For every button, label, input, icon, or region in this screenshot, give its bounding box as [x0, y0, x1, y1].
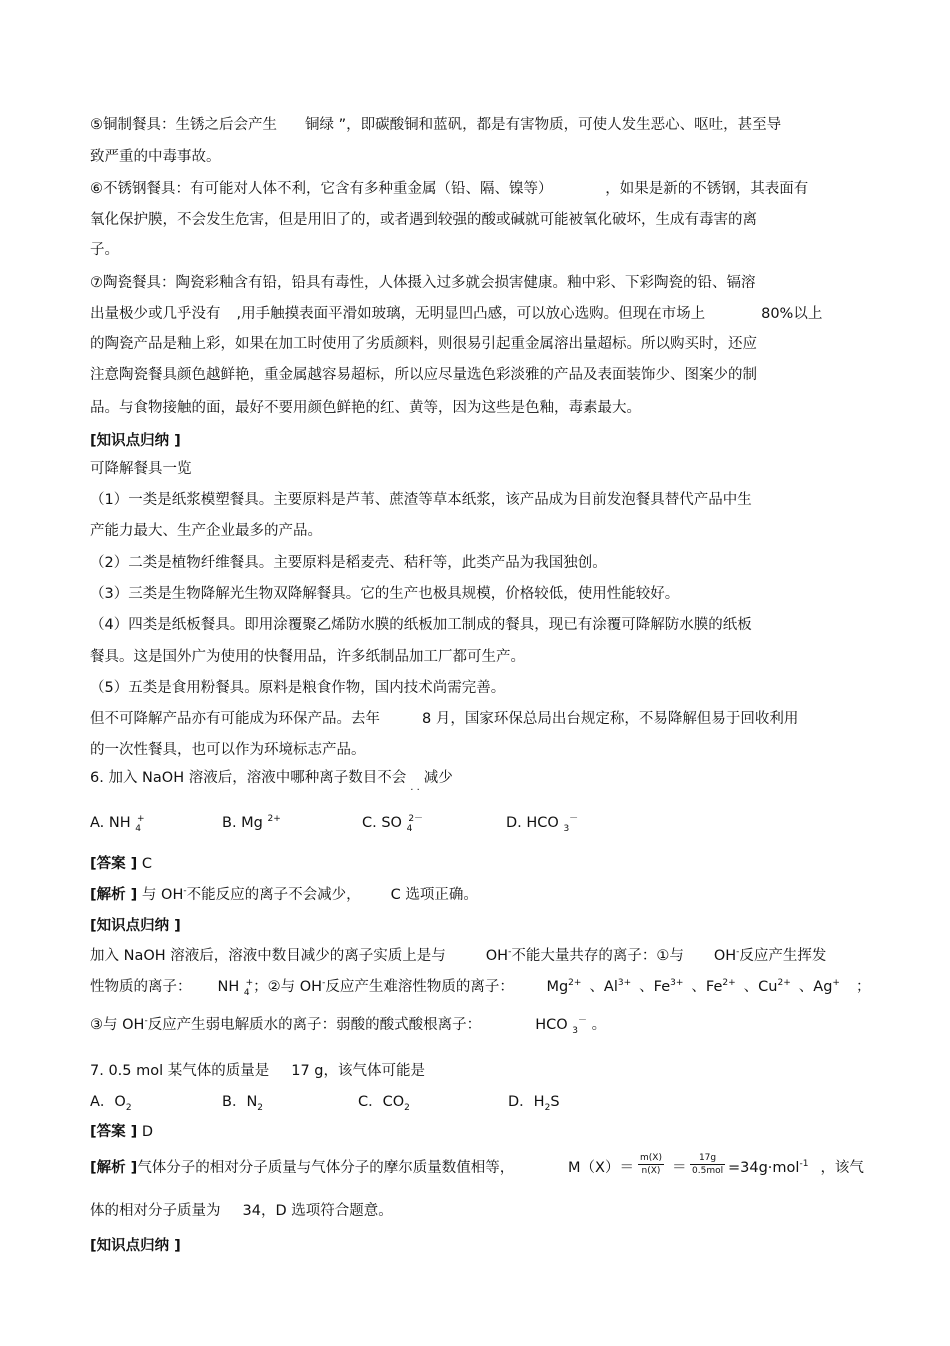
- ion: 、$Fe^{3+}$: [639, 978, 684, 995]
- degradable-item-1-cont: 产能力最大、生产企业最多的产品。: [90, 523, 322, 539]
- para-ceramic: ⑦陶瓷餐具：陶瓷彩釉含有铅，铅具有毒性，人体摄入过多就会损害健康。釉中彩、下彩陶瓷的铅、镉溶: [90, 275, 756, 291]
- question-6-option-c: C. SO $_4^{2-}$: [362, 814, 424, 834]
- question-7-option-d: D．$H_2S$: [508, 1094, 560, 1113]
- question-7-answer: [答案 ] D: [90, 1124, 154, 1140]
- question-6-knowledge-1: 加入 NaOH 溶液后，溶液中数目减少的离子实质上是与 OH-不能大量共存的离子：①与 OH-反应产生挥发: [90, 947, 827, 964]
- para-ceramic-5: 品。与食物接触的面，最好不要用颜色鲜艳的红、黄等，因为这些是色釉，毒素最大。: [90, 400, 641, 416]
- para-ceramic-3: 的陶瓷产品是釉上彩，如果在加工时使用了劣质颜料，则很易引起重金属溶出量超标。所以购买时，还应: [90, 336, 757, 352]
- para-ceramic-2: 出量极少或几乎没有 ,用手触摸表面平滑如玻璃，无明显凹凸感，可以放心选购。但现在市场上 80%以上: [90, 306, 823, 322]
- ion: 、Ag+: [798, 978, 840, 995]
- question-6-knowledge-heading: [知识点归纳 ]: [90, 918, 181, 934]
- question-7-analysis: [解析 ]气体分子的相对分子质量与气体分子的摩尔质量数值相等，: [90, 1160, 515, 1176]
- equals-sign: ＝: [672, 1160, 687, 1176]
- question-7-option-c: C．$CO_2$: [358, 1094, 410, 1113]
- molar-mass-label: M（X）＝: [568, 1160, 634, 1176]
- degradable-tail-cont: 的一次性餐具，也可以作为环境标志产品。: [90, 742, 366, 758]
- question-7-analysis-cont: 体的相对分子质量为 34，D 选项符合题意。: [90, 1203, 393, 1219]
- question-6-option-d: D. HCO $_3$－: [506, 814, 579, 834]
- question-6-stem: 6. 加入 NaOH 溶液后，溶液中哪种离子数目不会$_{. .}$减少: [90, 770, 453, 793]
- molar-mass-fraction-2: 17g 0.5mol: [692, 1153, 724, 1176]
- para-steel-cont: 氧化保护膜，不会发生危害，但是用旧了的，或者遇到较强的酸或碱就可能被氧化破坏，生成有毒害的离: [90, 212, 757, 228]
- para-steel: ⑥不锈钢餐具：有可能对人体不利，它含有多种重金属（铅、隔、镍等） ，如果是新的不锈钢，其表面有: [90, 181, 809, 197]
- degradable-item-5: （5）五类是食用粉餐具。原料是粮食作物，国内技术尚需完善。: [90, 680, 506, 696]
- question-7-option-a: A．$O_2$: [90, 1094, 132, 1113]
- degradable-title: 可降解餐具一览: [90, 461, 192, 477]
- question-6-analysis: [解析 ] 与 OH-不能反应的离子不会减少， C 选项正确。: [90, 886, 478, 903]
- para-ceramic-4: 注意陶瓷餐具颜色越鲜艳，重金属越容易超标，所以应尽量选色彩淡雅的产品及表面装饰少、图案少的制: [90, 367, 757, 383]
- molar-mass-result: =34g·mol$^{-1}$ ，该气: [728, 1159, 864, 1176]
- question-7-stem: 7. 0.5 mol 某气体的质量是 17 g，该气体可能是: [90, 1063, 426, 1079]
- precipitate-ion-list: [546, 979, 848, 995]
- ion: 、$Cu^{2+}$: [743, 978, 791, 995]
- question-6-knowledge-3: ③与 OH-反应产生弱电解质水的离子：弱酸的酸式酸根离子： HCO $_3$－ 。: [90, 1016, 607, 1036]
- question-6-option-b: B. Mg $^{2+}$: [222, 814, 281, 831]
- degradable-tail: 但不可降解产品亦有可能成为环保产品。去年 8 月，国家环保总局出台规定称，不易降解但易于回收利用: [90, 711, 799, 727]
- question-6-knowledge-2: 性物质的离子： NH $_4$+；②与 OH-反应产生难溶性物质的离子： $Mg^{2+}$ 、$Al^{3+}$ 、$Fe^{3+}$ 、$Fe^{2+}$ 、$Cu^{2+}$ 、Ag+ ；: [90, 978, 871, 998]
- para-copper: ⑤铜制餐具：生锈之后会产生 铜绿 ”，即碳酸铜和蓝矾，都是有害物质，可使人发生恶心、呕吐，甚至导: [90, 117, 782, 133]
- question-7-knowledge-heading: [知识点归纳 ]: [90, 1238, 181, 1254]
- para-steel-end: 子。: [90, 242, 119, 258]
- para-copper-cont: 致严重的中毒事故。: [90, 149, 221, 165]
- knowledge-heading: [知识点归纳 ]: [90, 433, 181, 449]
- degradable-item-2: （2）二类是植物纤维餐具。主要原料是稻麦壳、秸秆等，此类产品为我国独创。: [90, 555, 607, 571]
- molar-mass-fraction-1: $\frac{m(X)}{n(X)}$: [640, 1153, 662, 1176]
- degradable-item-4: （4）四类是纸板餐具。即用涂覆聚乙烯防水膜的纸板加工制成的餐具，现已有涂覆可降解防水膜的纸板: [90, 617, 752, 633]
- degradable-item-4-cont: 餐具。这是国外广为使用的快餐用品，许多纸制品加工厂都可生产。: [90, 649, 525, 665]
- question-6-option-a: A. NH $_4$+: [90, 814, 145, 834]
- ion: 、$Fe^{2+}$: [691, 978, 736, 995]
- question-6-answer: [答案 ] C: [90, 856, 153, 872]
- degradable-item-1: （1）一类是纸浆模塑餐具。主要原料是芦苇、蔗渣等草本纸浆，该产品成为目前发泡餐具替代产品中生: [90, 492, 752, 508]
- degradable-item-3: （3）三类是生物降解光生物双降解餐具。它的生产也极具规模，价格较低，使用性能较好。: [90, 586, 680, 602]
- ion: $Mg^{2+}$: [546, 978, 582, 995]
- question-7-option-b: B．$N_2$: [222, 1094, 264, 1113]
- ion: 、$Al^{3+}$: [589, 978, 632, 995]
